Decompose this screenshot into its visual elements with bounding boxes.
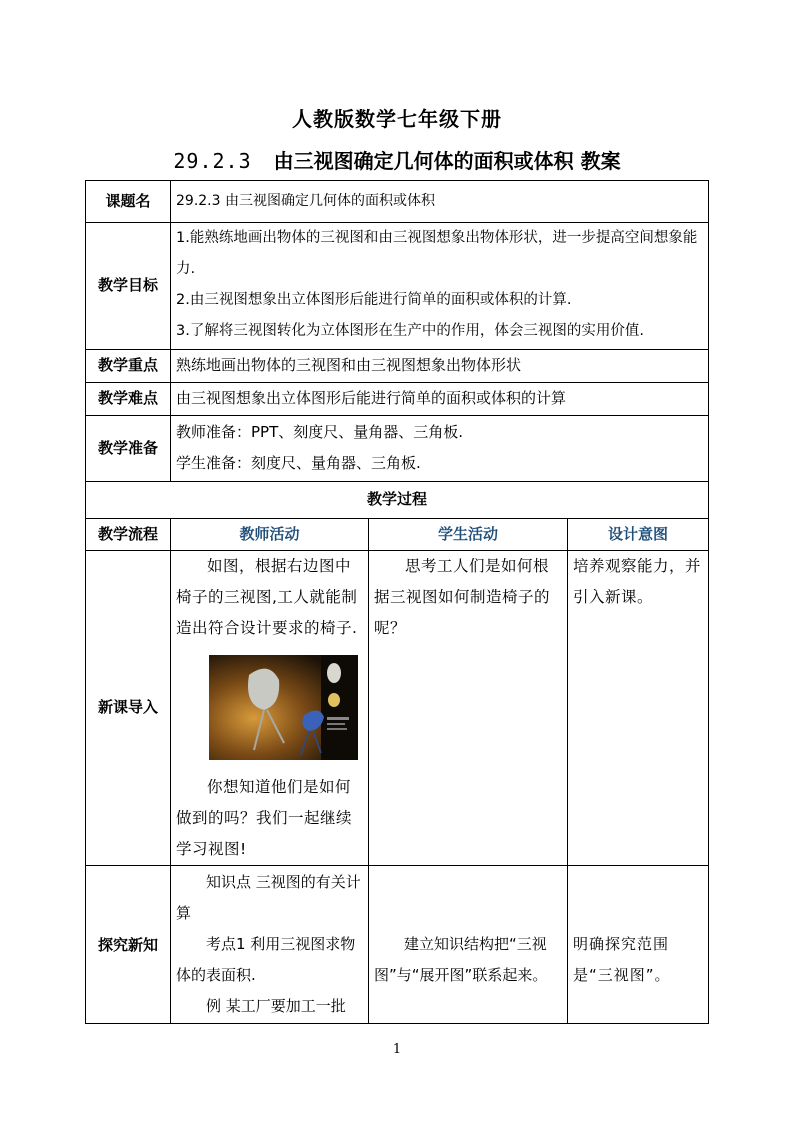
document-title: 人教版数学七年级下册 xyxy=(292,107,502,131)
topic-value: 29.2.3 由三视图确定几何体的面积或体积 xyxy=(176,193,435,209)
topic-label: 课题名 xyxy=(105,192,151,210)
goal-item: 3.了解将三视图转化为立体图形在生产中的作用，体会三视图的实用价值. xyxy=(176,323,644,339)
prep-teacher: 教师准备：PPT、刻度尺、量角器、三角板. xyxy=(176,423,464,441)
difficulty-value: 由三视图想象出立体图形后能进行简单的面积或体积的计算 xyxy=(176,389,567,407)
goals-list xyxy=(176,223,704,347)
lesson-title xyxy=(0,145,794,174)
page-number: 1 xyxy=(392,1042,402,1057)
explore-intent-text: 明确探究范围是“三视图”。 xyxy=(573,935,671,984)
explore-teacher-point: 考点1 利用三视图求物体的表面积. xyxy=(176,935,356,984)
goal-item: 2.由三视图想象出立体图形后能进行简单的面积或体积的计算. xyxy=(176,292,572,308)
process-heading: 教学过程 xyxy=(366,490,427,508)
intro-student-text: 思考工人们是如何根据三视图如何制造椅子的呢？ xyxy=(374,557,551,637)
goals-label: 教学目标 xyxy=(97,276,158,294)
explore-student-text: 建立知识结构把“三视图”与“展开图”联系起来。 xyxy=(374,935,548,984)
intro-intent-text: 培养观察能力，并引入新课。 xyxy=(573,557,702,606)
explore-teacher-example: 例 某工厂要加工一批 xyxy=(206,997,346,1015)
prep-student: 学生准备：刻度尺、量角器、三角板. xyxy=(176,454,421,472)
prep-label: 教学准备 xyxy=(97,439,158,457)
difficulty-label: 教学难点 xyxy=(97,389,158,407)
key-value: 熟练地画出物体的三视图和由三视图想象出物体形状 xyxy=(176,356,522,374)
col-flow: 教学流程 xyxy=(97,525,158,543)
goal-item: 1.能熟练地画出物体的三视图和由三视图想象出物体形状，进一步提高空间想象能力. xyxy=(176,230,698,277)
lesson-number: 29.2.3 xyxy=(173,149,252,173)
col-intent: 设计意图 xyxy=(607,525,668,543)
explore-teacher-topic: 知识点 三视图的有关计算 xyxy=(176,873,361,922)
explore-label: 探究新知 xyxy=(97,936,158,954)
key-label: 教学重点 xyxy=(97,356,158,374)
col-student: 学生活动 xyxy=(437,525,498,543)
col-teacher: 教师活动 xyxy=(239,525,300,543)
lesson-name: 由三视图确定几何体的面积或体积 教案 xyxy=(273,149,621,173)
chair-image xyxy=(209,655,358,760)
intro-teacher-text: 如图，根据右边图中椅子的三视图,工人就能制造出符合设计要求的椅子. xyxy=(176,557,358,637)
intro-label: 新课导入 xyxy=(97,698,158,716)
intro-teacher-question: 你想知道他们是如何做到的吗？我们一起继续学习视图! xyxy=(176,778,353,858)
